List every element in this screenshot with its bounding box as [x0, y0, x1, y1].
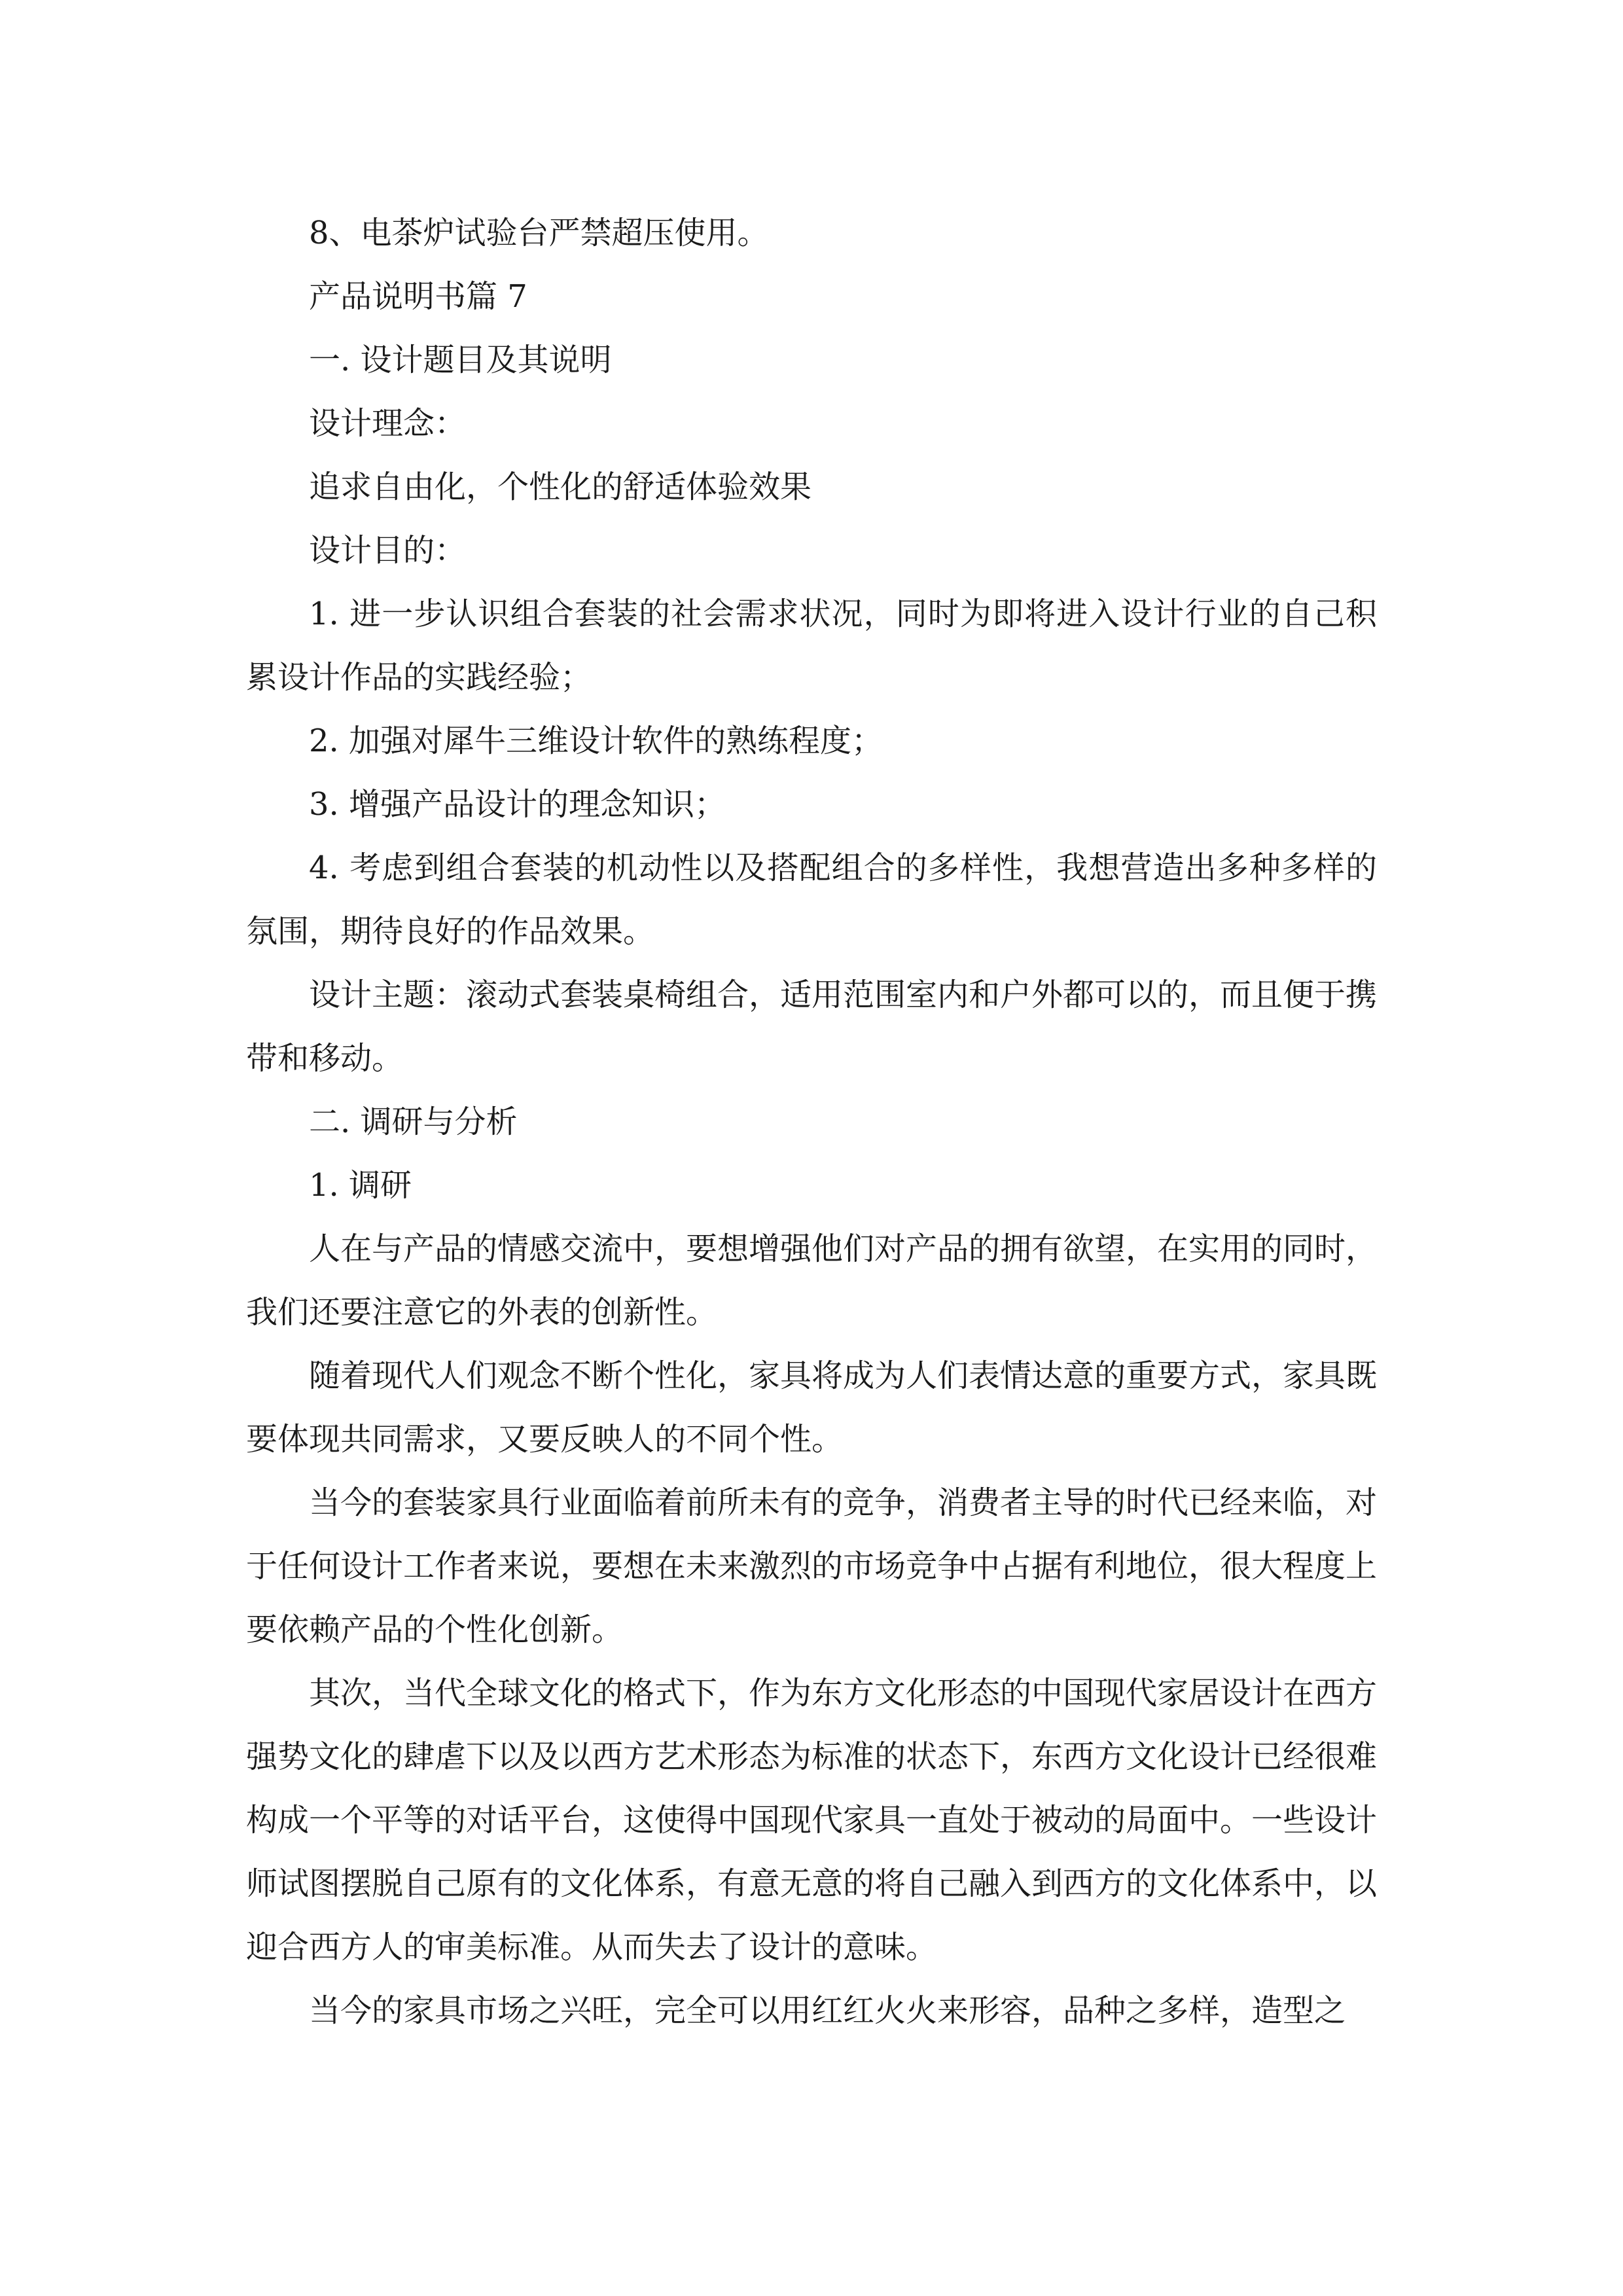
label-design-purpose: 设计目的：: [309, 532, 467, 569]
heading-research-analysis: 二. 调研与分析: [309, 1103, 518, 1140]
research-paragraph-4: 其次，当代全球文化的格式下，作为东方文化形态的中国现代家居设计在西方强势文化的肆虐下以及以西方艺术形态为标准的状态下，东西方文化设计已经很难构成一个平等的对话平台，这使得中国现代家具一直处于被动的局面中。一些设计师试图摆脱自己原有的文化体系，有意无意的将自己融入到西方的文化体系中，以迎合西方人的审美标准。从而失去了设计的意味。: [246, 1675, 1378, 1965]
purpose-item-3: 3. 增强产品设计的理念知识；: [309, 786, 726, 823]
design-concept-text: 追求自由化，个性化的舒适体验效果: [309, 469, 812, 505]
design-theme: 设计主题：滚动式套装桌椅组合，适用范围室内和户外都可以的，而且便于携带和移动。: [246, 977, 1378, 1077]
label-design-concept: 设计理念：: [309, 405, 467, 442]
research-paragraph-2: 随着现代人们观念不断个性化，家具将成为人们表情达意的重要方式，家具既要体现共同需求，又要反映人的不同个性。: [246, 1357, 1378, 1458]
purpose-item-2: 2. 加强对犀牛三维设计软件的熟练程度；: [309, 723, 883, 759]
paragraph-item-8-rule: 8、电茶炉试验台严禁超压使用。: [309, 215, 769, 251]
heading-design-topic: 一. 设计题目及其说明: [309, 342, 612, 378]
research-paragraph-1: 人在与产品的情感交流中，要想增强他们对产品的拥有欲望，在实用的同时，我们还要注意它的外表的创新性。: [246, 1230, 1378, 1331]
purpose-item-4: 4. 考虑到组合套装的机动性以及搭配组合的多样性，我想营造出多种多样的氛围，期待良好的作品效果。: [246, 850, 1377, 950]
research-paragraph-3: 当今的套装家具行业面临着前所未有的竞争，消费者主导的时代已经来临，对于任何设计工作者来说，要想在未来激烈的市场竞争中占据有利地位，很大程度上要依赖产品的个性化创新。: [246, 1484, 1378, 1648]
purpose-item-1: 1. 进一步认识组合套装的社会需求状况，同时为即将进入设计行业的自己积累设计作品的实践经验；: [246, 596, 1377, 696]
section-title-manual-7: 产品说明书篇 7: [309, 278, 527, 315]
document-body: [246, 202, 1377, 2043]
subheading-research: 1. 调研: [309, 1167, 412, 1204]
research-paragraph-5: 当今的家具市场之兴旺，完全可以用红红火火来形容，品种之多样，造型之: [309, 1992, 1346, 2029]
